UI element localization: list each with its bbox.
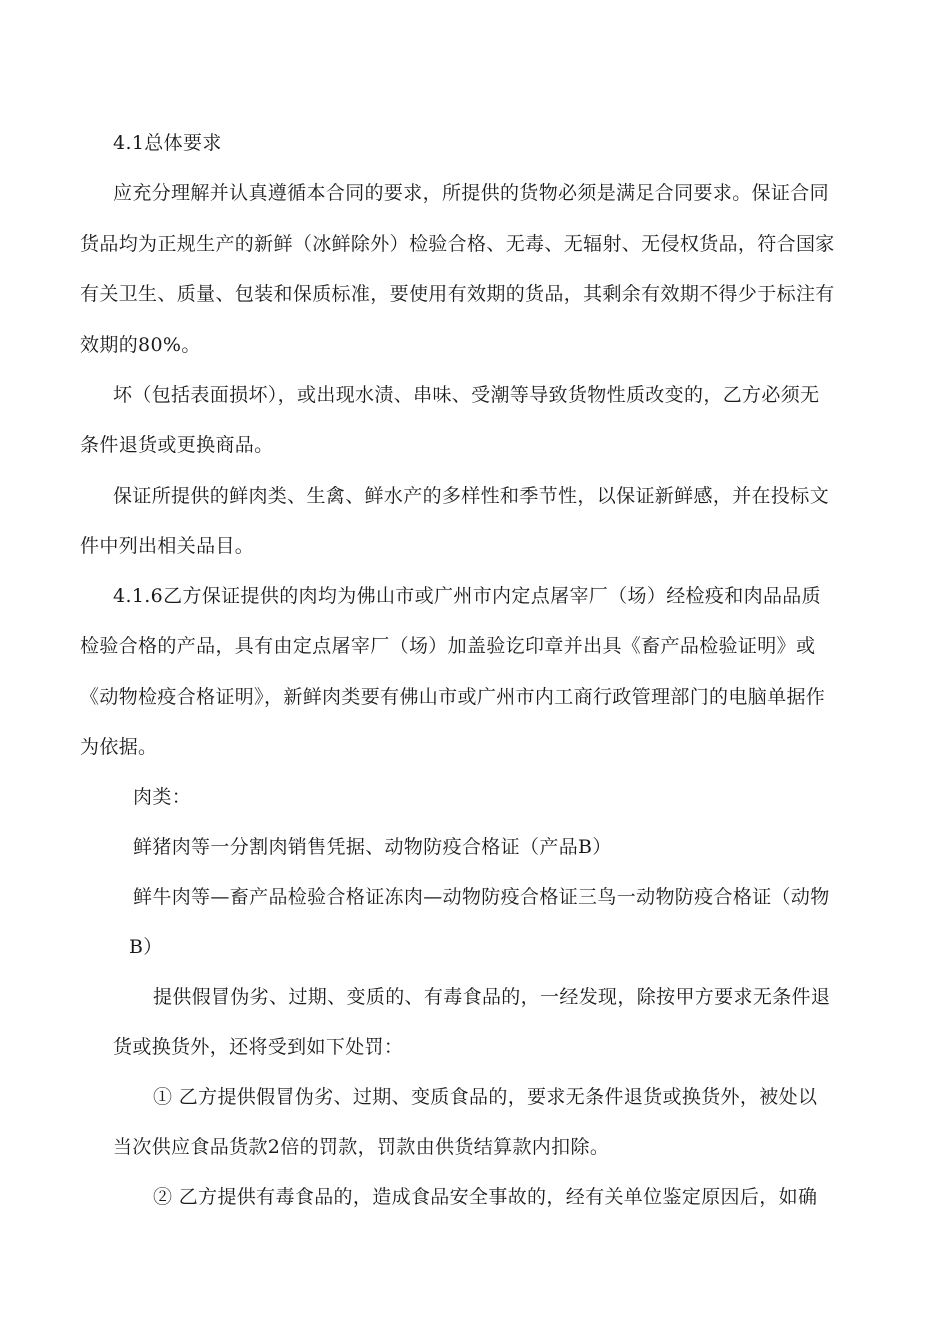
paragraph-line: 应充分理解并认真遵循本合同的要求，所提供的货物必须是满足合同要求。保证合同 [113,182,829,204]
numbered-item: ② 乙方提供有毒食品的，造成食品安全事故的，经有关单位鉴定原因后，如确 [153,1186,818,1208]
paragraph-line: 《动物检疫合格证明》，新鲜肉类要有佛山市或广州市内工商行政管理部门的电脑单据作 [80,686,826,708]
paragraph-line: 提供假冒伪劣、过期、变质的、有毒食品的，一经发现，除按甲方要求无条件退 [153,986,831,1008]
paragraph-line: 保证所提供的鲜肉类、生禽、鲜水产的多样性和季节性，以保证新鲜感，并在投标文 [113,485,829,507]
paragraph-line: 效期的80%。 [80,334,201,356]
paragraph-line: 货品均为正规生产的新鲜（冰鲜除外）检验合格、无毒、无辐射、无侵权货品，符合国家 [80,233,835,255]
paragraph-line: 坏（包括表面损坏），或出现水渍、串味、受潮等导致货物性质改变的，乙方必须无 [113,384,820,406]
paragraph-line: 条件退货或更换商品。 [80,434,274,456]
section-heading: 4.1总体要求 [113,132,222,154]
list-item: B） [129,936,163,958]
numbered-item: ① 乙方提供假冒伪劣、过期、变质食品的，要求无条件退货或换货外，被处以 [153,1086,818,1108]
list-item: 鲜牛肉等—畜产品检验合格证冻肉—动物防疫合格证三鸟一动物防疫合格证（动物 [133,886,830,908]
paragraph-line: 检验合格的产品，具有由定点屠宰厂（场）加盖验讫印章并出具《畜产品检验证明》或 [80,635,816,657]
paragraph-line: 4.1.6乙方保证提供的肉均为佛山市或广州市内定点屠宰厂（场）经检疫和肉品品质 [113,585,821,607]
paragraph-line: 件中列出相关品目。 [80,535,255,557]
paragraph-line: 货或换货外，还将受到如下处罚： [113,1036,404,1058]
paragraph-line: 当次供应食品货款2倍的罚款，罚款由供货结算款内扣除。 [113,1136,610,1158]
list-item: 鲜猪肉等一分割肉销售凭据、动物防疫合格证（产品B） [133,836,612,858]
paragraph-line: 为依据。 [80,736,158,758]
subheading-meat: 肉类： [133,786,192,808]
paragraph-line: 有关卫生、质量、包装和保质标准，要使用有效期的货品，其剩余有效期不得少于标注有 [80,283,835,305]
